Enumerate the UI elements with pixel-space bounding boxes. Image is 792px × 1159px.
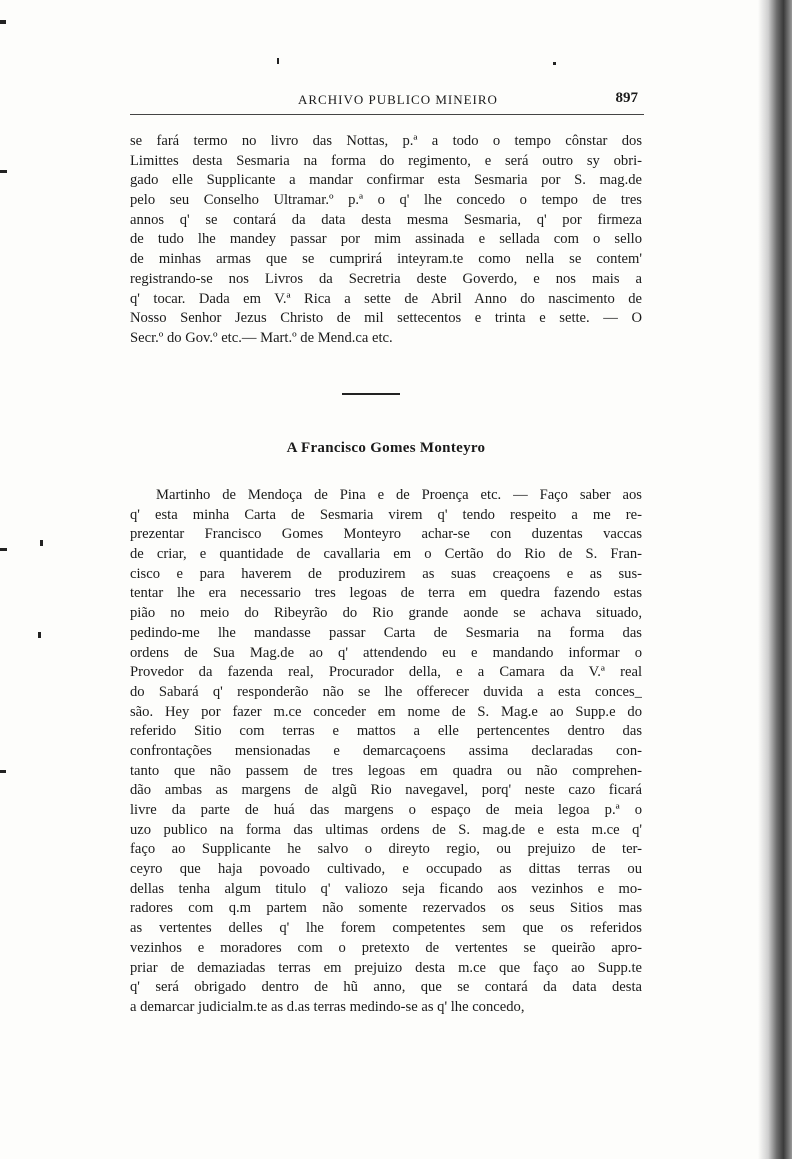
text-line: de criar, e quantidade de cavallaria em o Certão do Rio de S. Fran- (130, 546, 642, 563)
text-line: Provedor da fazenda real, Procurador della, e a Camara da V.ª real (130, 664, 642, 681)
text-line: referido Sitio com terras e mattos a elle pertencentes dentro das (130, 723, 642, 740)
text-line: ceyro que haja povoado cultivado, e occupado as dittas terras ou (130, 861, 642, 878)
text-line: Martinho de Mendoça de Pina e de Proença etc. — Faço saber aos (156, 487, 642, 503)
text-line: Secr.º do Gov.º etc.— Mart.º de Mend.ca etc. (130, 329, 393, 346)
scan-mark (0, 170, 7, 173)
text-line: Limittes desta Sesmaria na forma do regimento, e será outro sy obri- (130, 152, 642, 169)
text-line: priar de demaziadas terras em prejuizo desta m.ce que faço ao Supp.te (130, 959, 642, 976)
text-line: livre da parte de huá das margens o espaço de meia legoa p.ª o (130, 802, 642, 818)
text-line: do Sabará q' responderão não se lhe offerecer duvida a esta conces_ (130, 683, 642, 700)
text-line: são. Hey por fazer m.ce conceder em nome de S. Mag.e ao Supp.e do (130, 703, 642, 720)
text-line: gado elle Supplicante a mandar confirmar esta Sesmaria por S. mag.de (130, 172, 642, 189)
text-line: vezinhos e moradores com o pretexto de vertentes se queirão apro- (130, 939, 642, 956)
header-title: ARCHIVO PUBLICO MINEIRO (298, 92, 498, 107)
text-line: pedindo-me lhe mandasse passar Carta de Sesmaria na forma das (130, 624, 642, 641)
text-line: tentar lhe era necessario tres legoas de terra em quedra fazendo estas (130, 585, 642, 602)
text-line: q' será obrigado dentro de hũ anno, que se contará da data desta (130, 979, 642, 996)
text-line: dellas tenha algum titulo q' valiozo seja ficando aos vezinhos e mo- (130, 880, 642, 897)
text-line: faço ao Supplicante he salvo o direyto regio, ou prejuizo de ter- (130, 841, 642, 858)
text-line: confrontações mensionadas e demarcaçoens assima declaradas con- (130, 742, 642, 759)
scan-mark (0, 770, 6, 773)
scan-mark (553, 62, 556, 65)
paragraph-2 (130, 486, 642, 1018)
header-rule (130, 114, 644, 115)
text-line: pião no meio do Ribeyrão do Rio grande aonde se achava situado, (130, 605, 642, 622)
text-line: q' tocar. Dada em V.ª Rica a sette de Abril Anno do nascimento de (130, 290, 642, 307)
paragraph-1 (130, 132, 642, 349)
text-line: q' esta minha Carta de Sesmaria virem q' tendo respeito a me re- (130, 506, 642, 523)
text-line: as vertentes delles q' lhe forem competentes sem que os referidos (130, 920, 642, 937)
scan-mark (40, 540, 43, 546)
text-line: tanto que não passem de tres legoas em quadra ou não comprehen- (130, 762, 642, 779)
text-line: pelo seu Conselho Ultramar.º p.ª o q' lhe concedo o tempo de tres (130, 192, 642, 209)
text-line: dão ambas as margens de algũ Rio navegavel, porq' neste cazo ficará (130, 782, 642, 799)
scan-mark (277, 58, 279, 64)
scan-mark (38, 632, 41, 638)
scan-mark (0, 20, 6, 24)
text-line: registrando-se nos Livros da Secretria deste Goverdo, e nos mais a (130, 270, 642, 287)
binding-edge-shadow (758, 0, 792, 1159)
scan-mark (0, 548, 7, 551)
text-line: uzo publico na forma das ultimas ordens de S. mag.de e esta m.ce q' (130, 821, 642, 838)
text-line: annos q' se contará da data desta mesma Sesmaria, q' por firmeza (130, 211, 642, 228)
text-line: de tudo lhe mandey passar por mim assinada e sellada com o sello (130, 231, 642, 248)
text-line: se fará termo no livro das Nottas, p.ª a todo o tempo cônstar dos (130, 133, 642, 149)
text-line: cisco e para haverem de produzirem as suas creaçoens e as sus- (130, 565, 642, 582)
text-line: radores com q.m partem não somente rezervados os seus Sitios mas (130, 900, 642, 917)
page-number: 897 (615, 90, 638, 106)
section-title: A Francisco Gomes Monteyro (286, 440, 486, 456)
page-header (130, 92, 642, 112)
text-line: ordens de Sua Mag.de ao q' attendendo eu e mandando informar o (130, 644, 642, 661)
section-separator (342, 393, 400, 395)
text-line: a demarcar judicialm.te as d.as terras medindo-se as q' lhe concedo, (130, 998, 525, 1015)
text-line: Nosso Senhor Jezus Christo de mil settecentos e trinta e sette. — O (130, 310, 642, 327)
text-line: de minhas armas que se cumprirá inteyram.te como nella se contem' (130, 251, 642, 268)
text-line: prezentar Francisco Gomes Monteyro achar-se con duzentas vaccas (130, 526, 642, 543)
